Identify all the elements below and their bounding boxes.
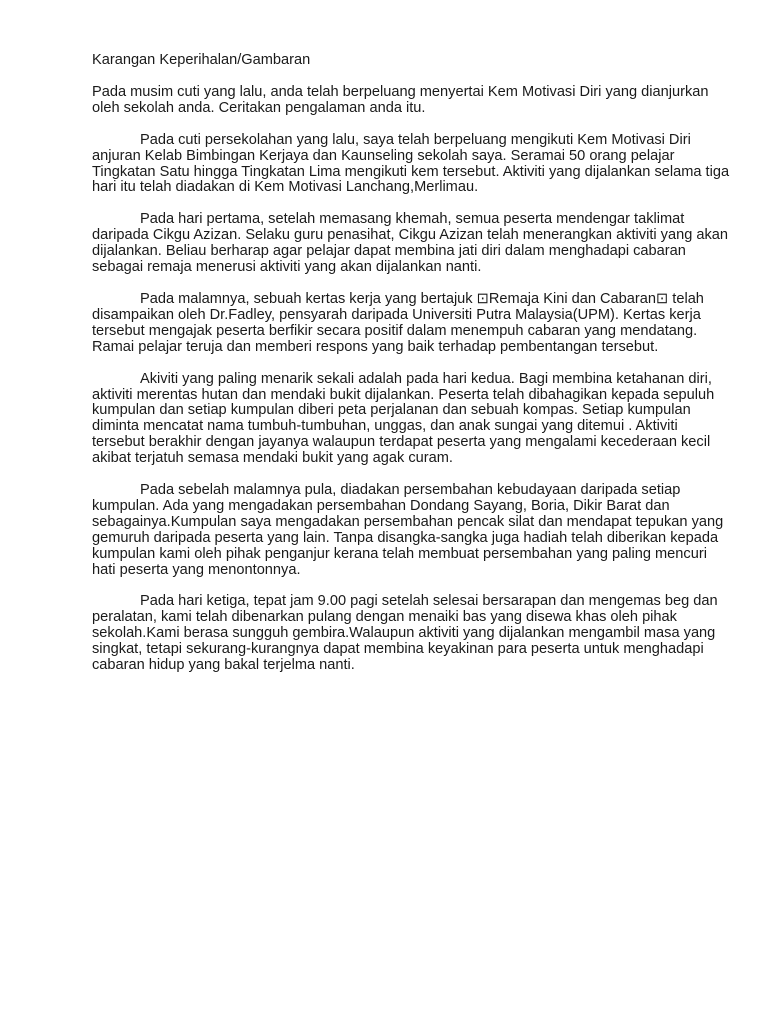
paragraph-1: Pada cuti persekolahan yang lalu, saya telah berpeluang mengikuti Kem Motivasi Diri anjuran Kelab Bimbingan Kerjaya dan Kaunseling sekolah saya. Seramai 50 orang pelajar Tingkatan Satu hingga Tingkatan Lima mengikuti kem tersebut. Aktiviti yang dijalankan selama tiga hari itu telah diadakan di Kem Motivasi Lanchang,Merlimau.: [92, 131, 730, 196]
document-title: Karangan Keperihalan/Gambaran: [92, 52, 311, 68]
paragraph-4: Akiviti yang paling menarik sekali adalah pada hari kedua. Bagi membina ketahanan diri, aktiviti merentas hutan dan mendaki bukit dijalankan. Peserta telah dibahagikan kepada sepuluh kumpulan dan setiap kumpulan diberi peta perjalanan dan sebuah kompas. Setiap kumpulan diminta mencatat nama tumbuh-tumbuhan, unggas, dan anak sungai yang ditemui . Aktiviti tersebut berakhir dengan jayanya walaupun terdapat peserta yang mengalami kecederaan kecil akibat terjatuh semasa mendaki bukit yang agak curam.: [92, 370, 715, 467]
paragraph-2: Pada hari pertama, setelah memasang khemah, semua peserta mendengar taklimat daripada Cikgu Azizan. Selaku guru penasihat, Cikgu Azizan telah menerangkan aktiviti yang akan dijalankan. Beliau berharap agar pelajar dapat membina jati diri dalam menghadapi cabaran sebagai remaja menerusi aktiviti yang akan dijalankan nanti.: [92, 211, 729, 276]
essay-prompt: Pada musim cuti yang lalu, anda telah berpeluang menyertai Kem Motivasi Diri yang dianjurkan oleh sekolah anda. Ceritakan pengalaman anda itu.: [92, 83, 709, 116]
paragraph-3: Pada malamnya, sebuah kertas kerja yang bertajuk ⊡Remaja Kini dan Cabaran⊡ telah disampaikan oleh Dr.Fadley, pensyarah daripada Universiti Putra Malaysia(UPM). Kertas kerja tersebut mengajak peserta berfikir secara positif dalam menempuh cabaran yang mendatang. Ramai pelajar teruja dan memberi respons yang baik terhadap pembentangan tersebut.: [92, 290, 704, 355]
paragraph-6: Pada hari ketiga, tepat jam 9.00 pagi setelah selesai bersarapan dan mengemas beg dan peralatan, kami telah dibenarkan pulang dengan menaiki bas yang disewa khas oleh pihak sekolah.Kami berasa sungguh gembira.Walaupun aktiviti yang dijalankan mengambil masa yang singkat, tetapi sekurang-kurangnya dapat membina keyakinan para peserta untuk menghadapi cabaran hidup yang bakal terjelma nanti.: [92, 593, 718, 674]
document-page: [92, 53, 732, 690]
paragraph-5: Pada sebelah malamnya pula, diadakan persembahan kebudayaan daripada setiap kumpulan. Ada yang mengadakan persembahan Dondang Sayang, Boria, Dikir Barat dan sebagainya.Kumpulan saya mengadakan persembahan pencak silat dan mendapat tepukan yang gemuruh daripada peserta yang lain. Tanpa disangka-sangka juga hadiah telah diberikan kepada kumpulan kami oleh pihak penganjur kerana telah membuat persembahan yang paling mencuri hati peserta yang menontonnya.: [92, 482, 724, 578]
